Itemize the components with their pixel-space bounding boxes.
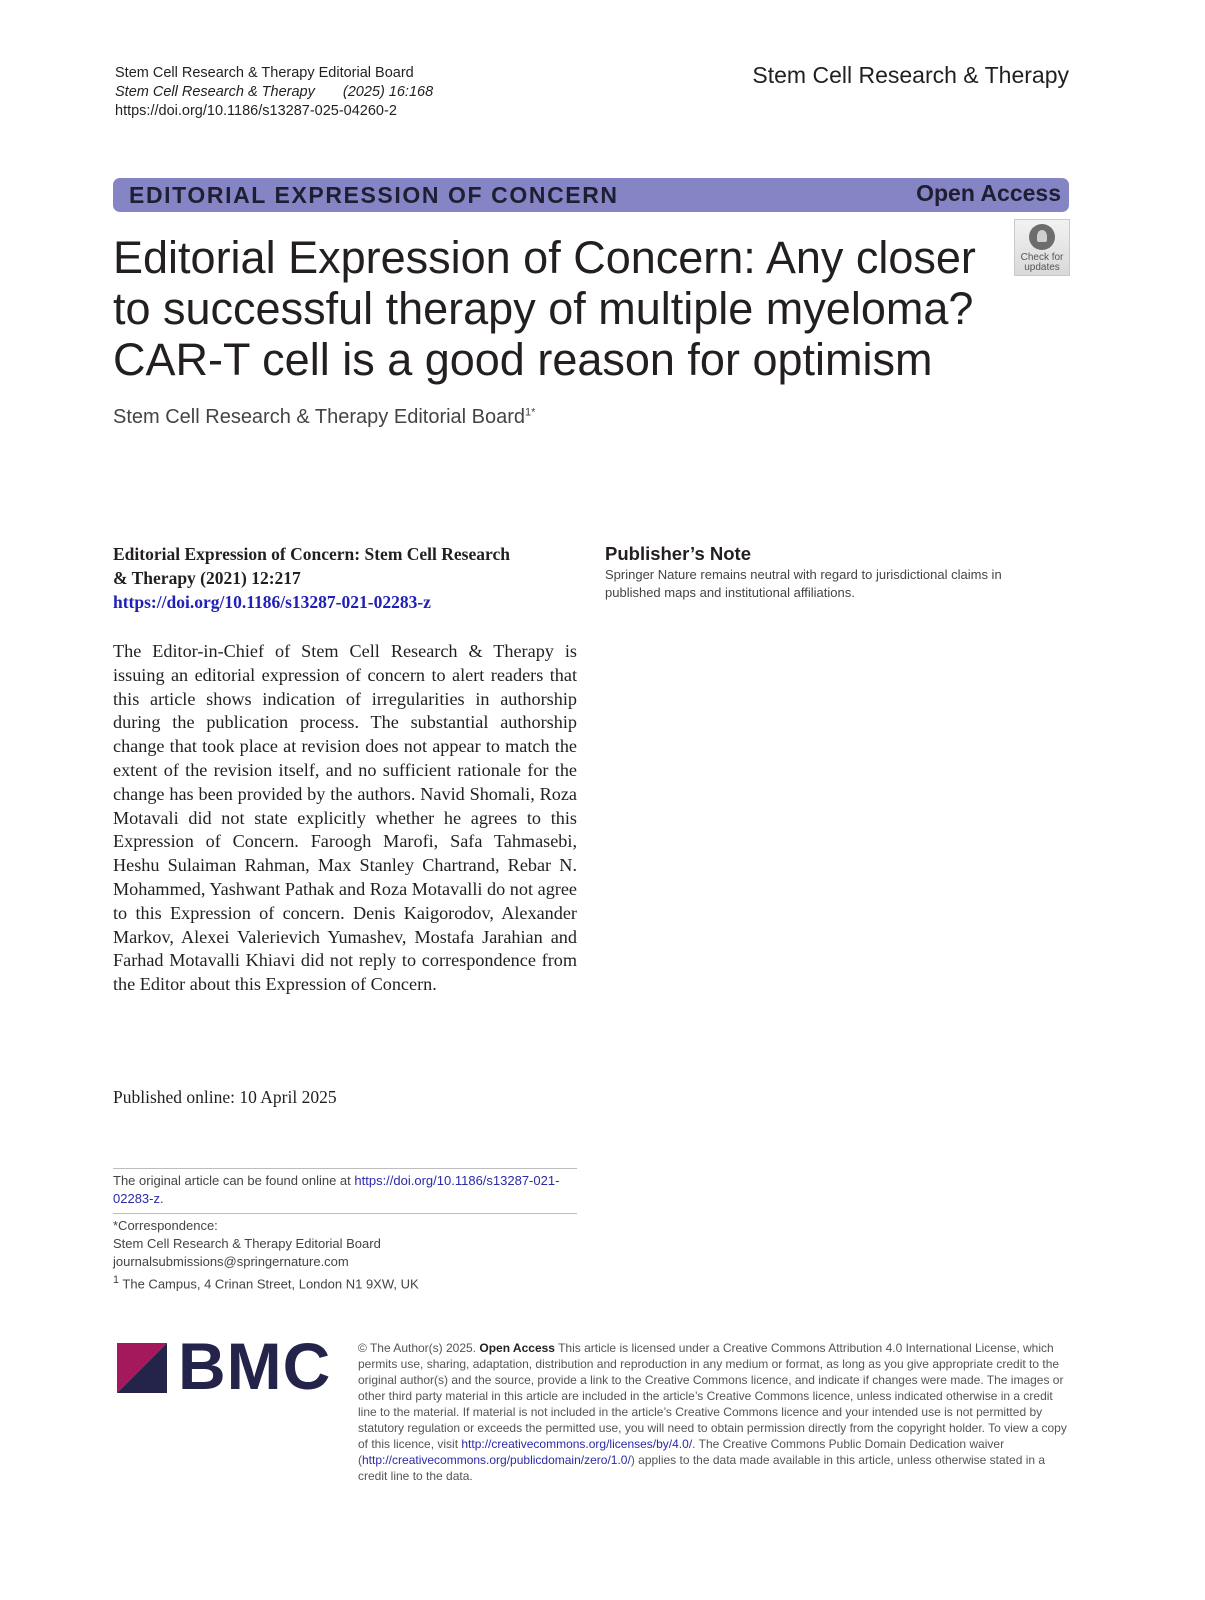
author-line	[113, 406, 535, 429]
license-text-3: ) applies to the data made available in this article, unless otherwise stated in a credit line to the data.	[358, 1453, 1046, 1483]
license-link-cc0[interactable]: http://creativecommons.org/publicdomain/zero/1.0/	[362, 1453, 631, 1467]
original-prefix: The original article can be found online at	[113, 1173, 355, 1188]
correspondence-email[interactable]: journalsubmissions@springernature.com	[113, 1254, 349, 1269]
header-volume: (2025) 16:168	[342, 84, 434, 100]
header-journal: Stem Cell Research & Therapy	[115, 84, 315, 100]
title-line-2: to successful therapy of multiple myeloma?	[113, 283, 974, 334]
article-type-label: EDITORIAL EXPRESSION OF CONCERN	[129, 182, 619, 208]
reference-block	[113, 542, 583, 614]
correspondence-block	[113, 1217, 577, 1293]
original-suffix: .	[159, 1190, 164, 1206]
bmc-logo-icon	[117, 1343, 167, 1393]
body-paragraph: The Editor-in-Chief of Stem Cell Research & Therapy is issuing an editorial expression of concern to alert readers that this article shows indication of irregularities in authorship during the publication process. The substantial authorship change that took place at revision does not appear to match the extent of the revision itself, and no sufficient rationale for the change has been provided by the authors. Navid Shomali, Roza Motavali did not state explicitly whether he agrees to this Expression of Concern. Faroogh Marofi, Safa Tahmasebi, Heshu Sulaiman Rahman, Max Stanley Chartrand, Rebar N. Mohammed, Yashwant Pathak and Roza Motavalli do not agree to this Expression of concern. Denis Kaigorodov, Alexander Markov, Alexei Valerievich Yumashev, Mostafa Jarahian and Farhad Motavalli Khiavi did not reply to correspondence from the Editor about this Expression of Concern.	[113, 641, 577, 995]
check-line2: updates	[1024, 262, 1060, 273]
running-header	[115, 64, 433, 121]
original-article-note	[113, 1172, 577, 1207]
license-link-cc-by[interactable]: http://creativecommons.org/licenses/by/4.0/	[461, 1437, 693, 1451]
published-date: Published online: 10 April 2025	[113, 1087, 337, 1107]
license-text-1: This article is licensed under a Creative Commons Attribution 4.0 International License, which permits use, sharing, adaptation, distribution and reproduction in any medium or format, as long as you give appropriate credit to the original author(s) and the source, provide a link to the Creative Commons licence, and indicate if changes were made. The images or other third party material in this article are included in the article’s Creative Commons licence, unless indicated otherwise in a credit line to the material. If material is not included in the article’s Creative Commons licence and your intended use is not permitted by statutory regulation or exceeds the permitted use, you will need to obtain permission directly from the copyright holder. To view a copy of this licence, visit	[358, 1341, 1067, 1451]
original-article-link[interactable]: https://doi.org/10.1186/s13287-021-02283-z	[113, 1173, 560, 1206]
publishers-note-text: Springer Nature remains neutral with regard to jurisdictional claims in published maps and institutional affiliations.	[605, 567, 1002, 600]
footnote-divider	[113, 1168, 577, 1169]
title-line-1: Editorial Expression of Concern: Any closer	[113, 232, 976, 283]
author-name: Stem Cell Research & Therapy Editorial Board	[113, 406, 526, 428]
header-doi[interactable]: https://doi.org/10.1186/s13287-025-04260-2	[115, 103, 397, 119]
correspondence-name: Stem Cell Research & Therapy Editorial Board	[113, 1236, 381, 1251]
check-line1: Check for	[1020, 252, 1064, 263]
license-open-access: Open Access	[479, 1341, 555, 1355]
license-text-2: . The Creative Commons Public Domain Dedication waiver (	[358, 1437, 1005, 1467]
crossmark-icon	[1029, 224, 1055, 250]
correspondence-label: *Correspondence:	[113, 1218, 218, 1233]
affiliation-text: The Campus, 4 Crinan Street, London N1 9XW, UK	[122, 1276, 419, 1292]
reference-doi-link[interactable]: https://doi.org/10.1186/s13287-021-02283-z	[113, 592, 431, 612]
check-for-updates-button[interactable]	[1014, 219, 1070, 276]
journal-name: Stem Cell Research & Therapy	[752, 62, 1069, 88]
license-text	[358, 1340, 1070, 1484]
affiliation	[113, 1271, 577, 1293]
open-access-label: Open Access	[916, 180, 1061, 206]
publishers-note-title: Publisher’s Note	[605, 543, 751, 564]
title-line-3: CAR-T cell is a good reason for optimism	[113, 334, 933, 385]
header-board: Stem Cell Research & Therapy Editorial Board	[115, 65, 414, 81]
license-copyright: © The Author(s) 2025.	[358, 1341, 477, 1355]
reference-line-1: Editorial Expression of Concern: Stem Cell Research	[113, 544, 510, 564]
reference-line-2: & Therapy (2021) 12:217	[113, 568, 301, 588]
header-citation	[115, 83, 433, 102]
article-type-band	[113, 178, 1069, 212]
footnote-divider	[113, 1213, 577, 1214]
affiliation-number: 1	[113, 1274, 120, 1286]
author-sup: 1*	[525, 406, 536, 419]
article-title	[113, 232, 1003, 385]
bmc-logo-text: BMC	[178, 1329, 332, 1403]
